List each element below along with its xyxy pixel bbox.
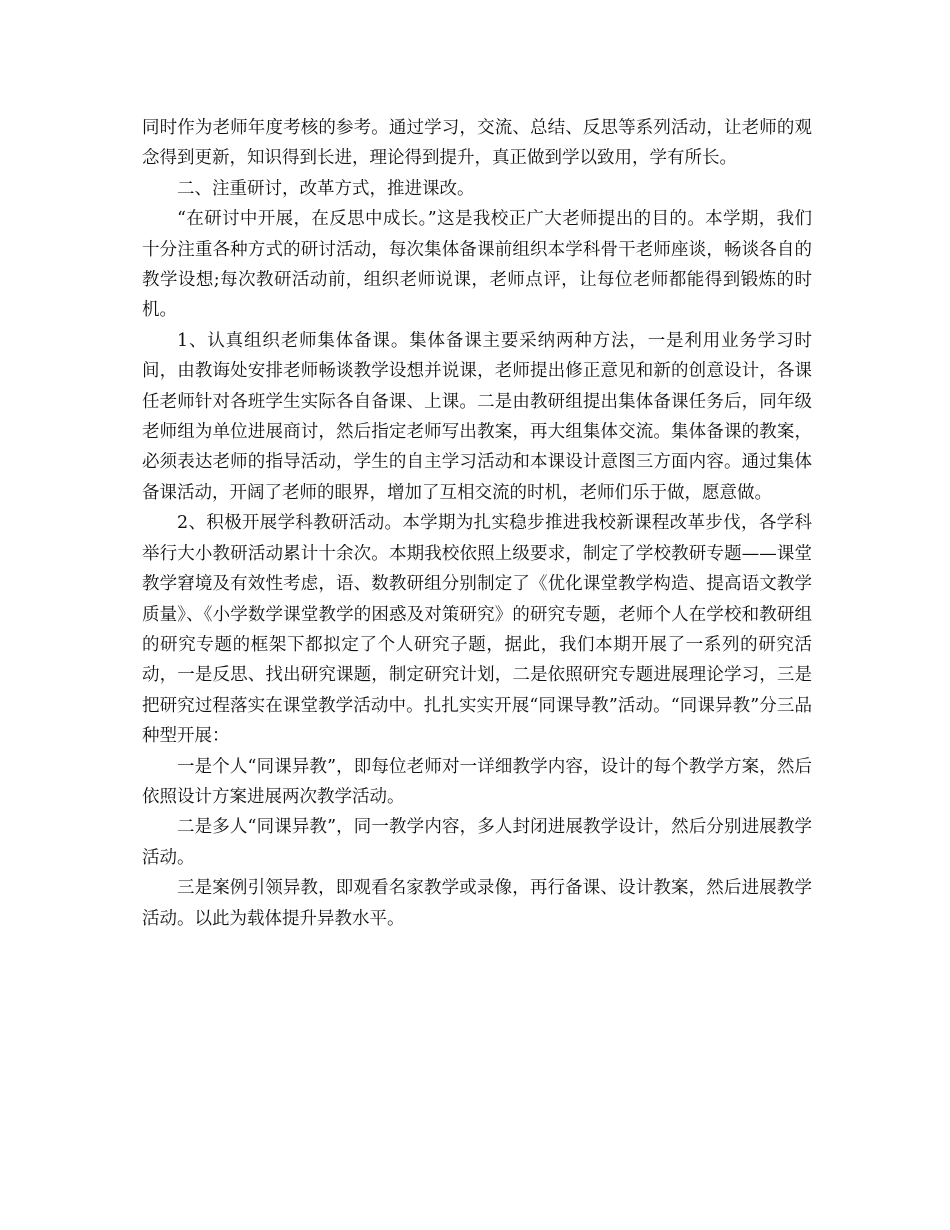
document-body xyxy=(142,113,812,934)
paragraph-research-motto: “在研讨中开展，在反思中成长。”这是我校正广大老师提出的目的。本学期，我们十分注重各种方式的研讨活动，每次集体备课前组织本学科骨干老师座谈，畅谈各自的教学设想;每次教研活动前，组织老师说课，老师点评，让每位老师都能得到锻炼的时机。 xyxy=(142,209,812,321)
paragraph-multi-person-teaching: 二是多人“同课异教”，同一教学内容，多人封闭进展教学设计，然后分别进展教学活动。 xyxy=(142,817,812,868)
paragraph-individual-teaching: 一是个人“同课异教”，即每位老师对一详细教学内容，设计的每个教学方案，然后依照设计方案进展两次教学活动。 xyxy=(142,756,812,807)
paragraph-case-guided-teaching: 三是案例引领异教，即观看名家教学或录像，再行备课、设计教案，然后进展教学活动。以此为载体提升异教水平。 xyxy=(142,878,812,929)
paragraph-subject-research: 2、积极开展学科教研活动。本学期为扎实稳步推进我校新课程改革步伐，各学科举行大小教研活动累计十余次。本期我校依照上级要求，制定了学校教研专题——课堂教学窘境及有效性考虑，语、数教研组分别制定了《优化课堂教学构造、提高语文教学质量》、《小学数学课堂教学的困惑及对策研究》的研究专题，老师个人在学校和教研组的研究专题的框架下都拟定了个人研究子题，据此，我们本期开展了一系列的研究活动，一是反思、找出研究课题，制定研究计划，二是依照研究专题进展理论学习，三是把研究过程落实在课堂教学活动中。扎扎实实开展“同课导教”活动。“同课异教”分三品种型开展： xyxy=(142,513,812,747)
section-heading-two: 二、注重研讨，改革方式，推进课改。 xyxy=(177,178,475,199)
paragraph-collective-lesson-prep: 1、认真组织老师集体备课。集体备课主要采纳两种方法，一是利用业务学习时间，由教诲处安排老师畅谈教学设想并说课，老师提出修正意见和新的创意设计，各课任老师针对各班学生实际各自备课、上课。二是由教研组提出集体备课任务后，同年级老师组为单位进展商讨，然后指定老师写出教案，再大组集体交流。集体备课的教案，必须表达老师的指导活动，学生的自主学习活动和本课设计意图三方面内容。通过集体备课活动，开阔了老师的眼界，增加了互相交流的时机，老师们乐于做，愿意做。 xyxy=(142,330,812,503)
paragraph-continued: 同时作为老师年度考核的参考。通过学习，交流、总结、反思等系列活动，让老师的观念得到更新，知识得到长进，理论得到提升，真正做到学以致用，学有所长。 xyxy=(142,118,812,169)
